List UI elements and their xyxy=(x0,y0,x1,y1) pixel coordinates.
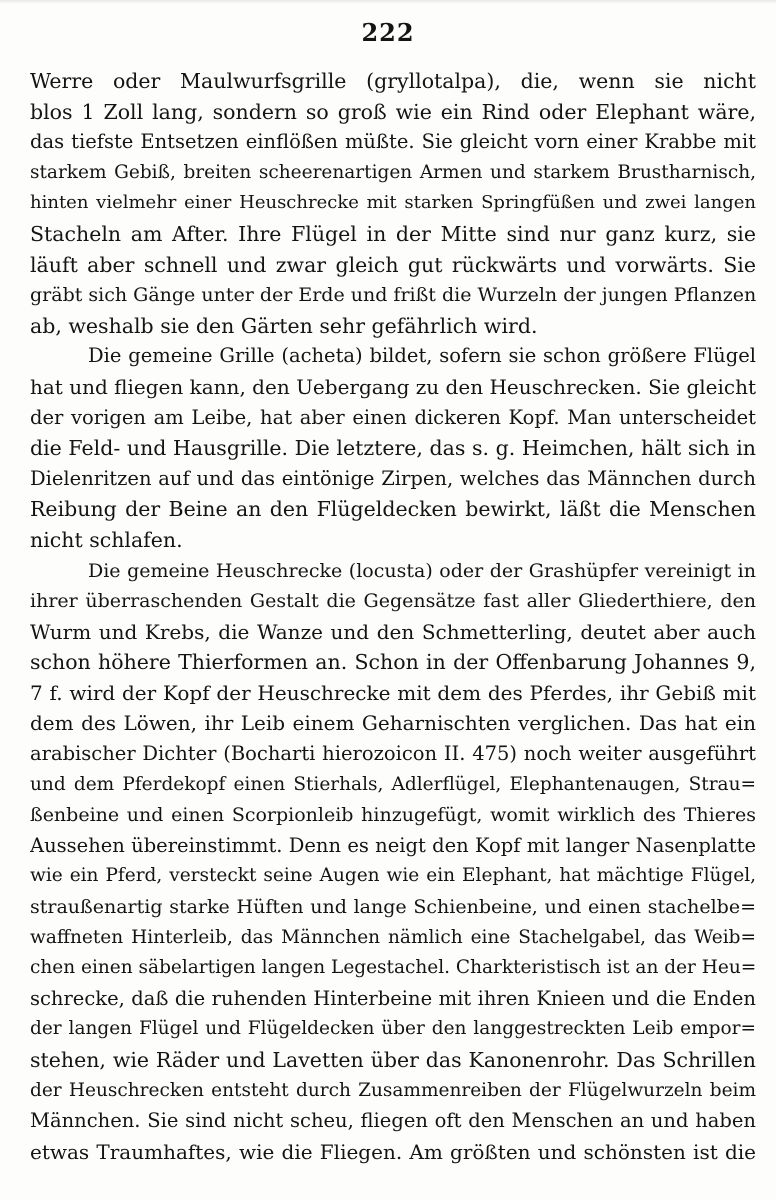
text-line: Männchen. Sie sind nicht scheu, fliegen oft den Menschen an und haben xyxy=(30,1109,756,1133)
text-line: Reibung der Beine an den Flügeldecken bewirkt, läßt die Menschen xyxy=(30,497,756,522)
text-line: waffneten Hinterleib, das Männchen nämlich eine Stachelgabel, das Weib= xyxy=(30,926,756,948)
scan-edge-shadow xyxy=(0,0,776,4)
text-line: und dem Pferdekopf einen Stierhals, Adlerflügel, Elephantenaugen, Strau= xyxy=(30,773,756,795)
text-line: gräbt sich Gänge unter der Erde und frißt die Wurzeln der jungen Pflanzen xyxy=(30,284,756,307)
text-line: läuft aber schnell und zwar gleich gut rückwärts und vorwärts. Sie xyxy=(30,252,756,277)
text-line: das tiefste Entsetzen einflößen müßte. Sie gleicht vorn einer Krabbe mit xyxy=(30,130,756,154)
text-line: Dielenritzen auf und das eintönige Zirpen, welches das Männchen durch xyxy=(30,466,756,490)
text-line: Stacheln am After. Ihre Flügel in der Mitte sind nur ganz kurz, sie xyxy=(30,221,756,246)
text-line: wie ein Pferd, versteckt seine Augen wie ein Elephant, hat mächtige Flügel, xyxy=(30,865,756,887)
page-number: 222 xyxy=(361,18,415,47)
text-line: stehen, wie Räder und Lavetten über das Kanonenrohr. Das Schrillen xyxy=(30,1048,756,1072)
text-line: ßenbeine und einen Scorpionleib hinzugefügt, womit wirklich des Thieres xyxy=(30,804,756,827)
text-line: hat und fliegen kann, den Uebergang zu den Heuschrecken. Sie gleicht xyxy=(30,374,756,399)
text-line: schrecke, daß die ruhenden Hinterbeine mit ihren Knieen und die Enden xyxy=(30,986,756,1010)
text-line: ihrer überraschenden Gestalt die Gegensätze fast aller Gliederthiere, den xyxy=(30,590,756,613)
text-line: ab, weshalb sie den Gärten sehr gefährlich wird. xyxy=(30,313,538,338)
text-line: starkem Gebiß, breiten scheerenartigen Armen und starkem Brustharnisch, xyxy=(30,161,756,183)
text-line: chen einen säbelartigen langen Legestachel. Charkteristisch ist an der Heu= xyxy=(30,957,756,979)
text-line: blos 1 Zoll lang, sondern so groß wie ein Rind oder Elephant wäre, xyxy=(30,99,756,124)
body-text xyxy=(30,66,756,1167)
text-line: straußenartig starke Hüften und lange Schienbeine, und einen stachelbe= xyxy=(30,896,756,919)
text-line: die Feld- und Hausgrille. Die letztere, das s. g. Heimchen, hält sich in xyxy=(30,436,756,461)
text-line: schon höhere Thierformen an. Schon in der Offenbarung Johannes 9, xyxy=(30,650,756,675)
text-line: der langen Flügel und Flügeldecken über den langgestreckten Leib empor= xyxy=(30,1018,756,1040)
text-line: nicht schlafen. xyxy=(30,527,183,552)
text-line: Wurm und Krebs, die Wanze und den Schmetterling, deutet aber auch xyxy=(30,619,756,644)
text-line: der Heuschrecken entsteht durch Zusammenreiben der Flügelwurzeln beim xyxy=(30,1079,756,1101)
text-line: 7 f. wird der Kopf der Heuschrecke mit dem des Pferdes, ihr Gebiß mit xyxy=(30,680,756,705)
text-line: Aussehen übereinstimmt. Denn es neigt den Kopf mit langer Nasenplatte xyxy=(30,833,756,857)
text-line: Werre oder Maulwurfsgrille (gryllotalpa), die, wenn sie nicht xyxy=(30,69,756,93)
text-line: Die gemeine Heuschrecke (locusta) oder der Grashüpfer vereinigt in xyxy=(88,559,756,582)
text-line: dem des Löwen, ihr Leib einem Geharnischten verglichen. Das hat ein xyxy=(30,711,756,736)
text-line: hinten vielmehr einer Heuschrecke mit starken Springfüßen und zwei langen xyxy=(30,192,756,214)
text-line: arabischer Dichter (Bocharti hierozoicon II. 475) noch weiter ausgeführt xyxy=(30,742,756,766)
text-line: Die gemeine Grille (acheta) bildet, sofern sie schon größere Flügel xyxy=(88,344,756,368)
text-line: der vorigen am Leibe, hat aber einen dickeren Kopf. Man unterscheidet xyxy=(30,405,756,429)
text-line: etwas Traumhaftes, wie die Fliegen. Am größten und schönsten ist die xyxy=(30,1139,756,1164)
